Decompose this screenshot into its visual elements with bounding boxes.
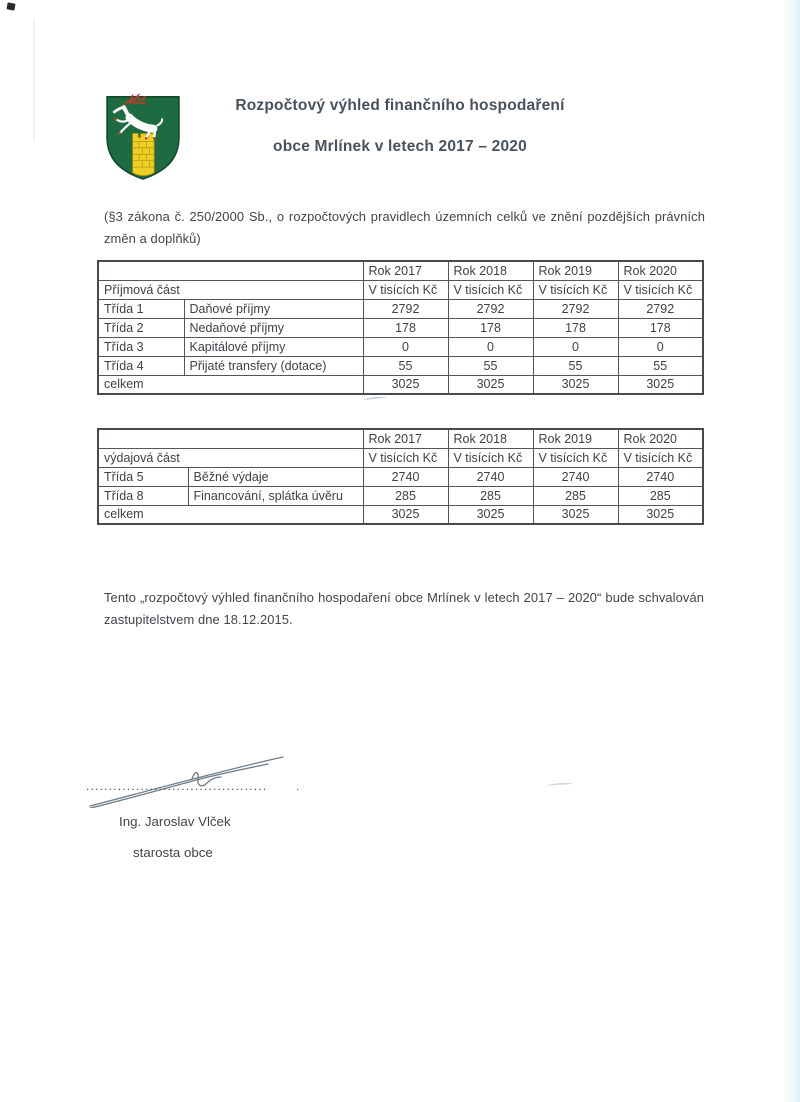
document-title-line1: Rozpočtový výhled finančního hospodaření <box>235 97 565 114</box>
value-cell: 55 <box>533 356 618 375</box>
total-label-cell: celkem <box>98 375 363 394</box>
value-cell: 55 <box>363 356 448 375</box>
class-cell: Třída 1 <box>98 299 184 318</box>
value-cell: 285 <box>618 486 703 505</box>
signature-image <box>74 746 304 808</box>
value-cell: 2740 <box>533 467 618 486</box>
class-cell: Třída 8 <box>98 486 188 505</box>
value-cell: 178 <box>533 318 618 337</box>
value-cell: 178 <box>448 318 533 337</box>
legal-note-paragraph: (§3 zákona č. 250/2000 Sb., o rozpočtových pravidlech územních celků ve znění pozdějších právních změn a doplňků) <box>104 209 705 246</box>
table-row-total <box>98 375 703 394</box>
value-cell: 178 <box>618 318 703 337</box>
label-cell: Běžné výdaje <box>188 467 363 486</box>
total-value-cell: 3025 <box>448 375 533 394</box>
table-row <box>98 429 703 448</box>
value-cell: 178 <box>363 318 448 337</box>
table-row <box>98 261 703 280</box>
approval-paragraph: Tento „rozpočtový výhled finančního hospodaření obce Mrlínek v letech 2017 – 2020“ bude schvalován zastupitelstvem dne 18.12.2015. <box>104 590 704 627</box>
year-header-cell: Rok 2017 <box>363 429 448 448</box>
signatory-name: Ing. Jaroslav Vlček <box>119 814 231 829</box>
total-value-cell: 3025 <box>533 505 618 524</box>
year-header-cell: Rok 2019 <box>533 429 618 448</box>
year-header-cell: Rok 2020 <box>618 261 703 280</box>
table-row <box>98 448 703 467</box>
label-cell: Nedaňové příjmy <box>184 318 363 337</box>
total-value-cell: 3025 <box>618 505 703 524</box>
value-cell: 285 <box>363 486 448 505</box>
value-cell: 2740 <box>618 467 703 486</box>
year-header-cell: Rok 2018 <box>448 429 533 448</box>
unit-cell: V tisících Kč <box>618 448 703 467</box>
total-value-cell: 3025 <box>448 505 533 524</box>
table-row <box>98 486 703 505</box>
value-cell: 2792 <box>618 299 703 318</box>
table-row <box>98 467 703 486</box>
section-label-cell: výdajová část <box>98 448 363 467</box>
unit-cell: V tisících Kč <box>533 280 618 299</box>
value-cell: 0 <box>448 337 533 356</box>
income-table <box>97 260 704 395</box>
table-row <box>98 318 703 337</box>
document-title-line2: obce Mrlínek v letech 2017 – 2020 <box>273 138 527 155</box>
value-cell: 2740 <box>363 467 448 486</box>
unit-cell: V tisících Kč <box>363 448 448 467</box>
scan-artifact-mark <box>6 2 15 10</box>
year-header-cell: Rok 2020 <box>618 429 703 448</box>
value-cell: 55 <box>448 356 533 375</box>
signature-dot-tail: . <box>296 779 300 793</box>
section-label-cell: Příjmová část <box>98 280 363 299</box>
table-row <box>98 280 703 299</box>
unit-cell: V tisících Kč <box>618 280 703 299</box>
value-cell: 55 <box>618 356 703 375</box>
total-label-cell: celkem <box>98 505 363 524</box>
unit-cell: V tisících Kč <box>533 448 618 467</box>
expense-table <box>97 428 704 525</box>
class-cell: Třída 2 <box>98 318 184 337</box>
value-cell: 0 <box>618 337 703 356</box>
table-cell <box>98 261 363 280</box>
table-row <box>98 299 703 318</box>
total-value-cell: 3025 <box>618 375 703 394</box>
class-cell: Třída 5 <box>98 467 188 486</box>
table-row-total <box>98 505 703 524</box>
value-cell: 285 <box>533 486 618 505</box>
unit-cell: V tisících Kč <box>363 280 448 299</box>
total-value-cell: 3025 <box>363 375 448 394</box>
label-cell: Financování, splátka úvěru <box>188 486 363 505</box>
total-value-cell: 3025 <box>363 505 448 524</box>
value-cell: 2792 <box>448 299 533 318</box>
year-header-cell: Rok 2017 <box>363 261 448 280</box>
year-header-cell: Rok 2019 <box>533 261 618 280</box>
class-cell: Třída 4 <box>98 356 184 375</box>
value-cell: 2792 <box>533 299 618 318</box>
unit-cell: V tisících Kč <box>448 448 533 467</box>
value-cell: 0 <box>363 337 448 356</box>
label-cell: Přijaté transfery (dotace) <box>184 356 363 375</box>
table-cell <box>98 429 363 448</box>
unit-cell: V tisících Kč <box>448 280 533 299</box>
value-cell: 2792 <box>363 299 448 318</box>
signature-dotted-line: ........................................ <box>86 779 268 793</box>
scan-smudge <box>547 782 573 788</box>
value-cell: 2740 <box>448 467 533 486</box>
total-value-cell: 3025 <box>533 375 618 394</box>
signatory-role: starosta obce <box>133 845 213 860</box>
table-row <box>98 356 703 375</box>
class-cell: Třída 3 <box>98 337 184 356</box>
value-cell: 285 <box>448 486 533 505</box>
scan-edge-shadow <box>783 0 800 1102</box>
table-row <box>98 337 703 356</box>
value-cell: 0 <box>533 337 618 356</box>
label-cell: Kapitálové příjmy <box>184 337 363 356</box>
label-cell: Daňové příjmy <box>184 299 363 318</box>
scan-smudge <box>364 396 386 402</box>
year-header-cell: Rok 2018 <box>448 261 533 280</box>
scan-fold-artifact <box>33 20 35 140</box>
